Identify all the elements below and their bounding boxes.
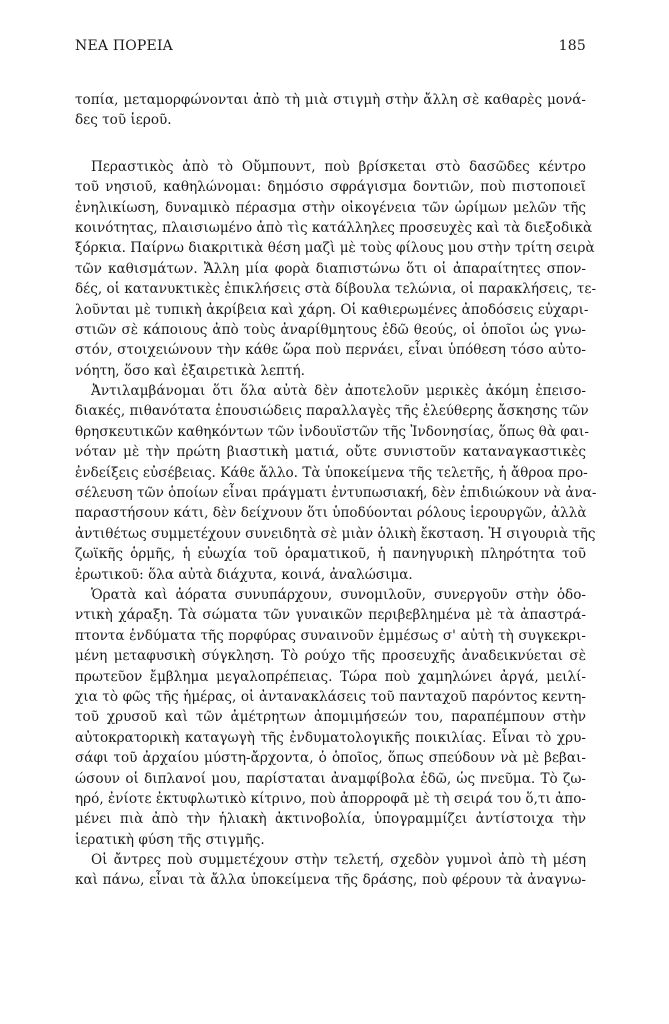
text-line: μένη μεταφυσικὴ σύγκληση. Τὸ ρούχο τῆς προσευχῆς ἀναδεικνύεται σὲ [75, 648, 586, 665]
text-line: λοῦνται μὲ τυπικὴ ἀκρίβεια καὶ χάρη. Οἱ καθιερωμένες ἀποδόσεις εὐχαρι- [75, 301, 589, 318]
text-line: Ἀντιλαμβάνομαι ὅτι ὅλα αὐτὰ δὲν ἀποτελοῦν μερικὲς ἀκόμη ἐπεισο- [91, 383, 586, 400]
text-line: κοινότητας, πλαισιωμένο ἀπὸ τὶς κατάλληλες προσευχὲς καὶ τὰ διεξοδικὰ [75, 219, 593, 236]
paragraph-gap [75, 131, 586, 157]
text-line: δές, οἱ κατανυκτικὲς ἐπικλήσεις στὰ δίβουλα τελώνια, οἱ παρακλήσεις, τε- [75, 281, 597, 298]
text-line: νόταν μὲ τὴν πρώτη βιαστικὴ ματιά, οὔτε συνιστοῦν καταναγκαστικὲς [75, 444, 586, 461]
text-line: Οἱ ἄντρες ποὺ συμμετέχουν στὴν τελετή, σχεδὸν γυμνοὶ ἀπὸ τὴ μέση [91, 852, 586, 869]
text-line: τοῦ χρυσοῦ καὶ τῶν ἀμέτρητων ἀπομιμήσεών του, παραπέμπουν στὴν [75, 709, 586, 726]
text-line: πρωτεῦον ἔμβλημα μεγαλοπρέπειας. Τώρα ποὺ χαμηλώνει ἀργά, μειλί- [75, 668, 586, 685]
paragraph [75, 157, 597, 381]
running-title: ΝΕΑ ΠΟΡΕΙΑ [75, 38, 173, 54]
text-line: σέλευση τῶν ὁποίων εἶναι πράγματι ἐντυπωσιακή, δὲν ἐπιδιώκουν νὰ ἀνα- [75, 485, 597, 502]
text-line: ἐνδείξεις εὐσέβειας. Κάθε ἄλλο. Τὰ ὑποκείμενα τῆς τελετῆς, ἡ ἄθροα προ- [75, 464, 588, 481]
text-line: ἐνηλικίωση, δυναμικὸ πέρασμα στὴν οἰκογένεια τῶν ὡρίμων μελῶν τῆς [75, 199, 586, 216]
text-line: ζωϊκῆς ὁρμῆς, ἡ εὐωχία τοῦ ὁραματικοῦ, ἡ πανηγυρικὴ πληρότητα τοῦ [75, 546, 586, 563]
text-line: θρησκευτικῶν καθηκόντων τῶν ἰνδουϊστῶν τῆς Ἰνδονησίας, ὅπως θὰ φαι- [75, 423, 589, 440]
text-line: στιῶν σὲ κάποιους ἀπὸ τοὺς ἀναρίθμητους ἐδῶ θεούς, οἱ ὁποῖοι ὡς γνω- [75, 321, 586, 338]
text-line: ξόρκια. Παίρνω διακριτικὰ θέση μαζὶ μὲ τοὺς φίλους μου στὴν τρίτη σειρὰ [75, 240, 595, 257]
text-line: τοῦ νησιοῦ, καθηλώνομαι: δημόσιο σφράγισμα δοντιῶν, ποὺ πιστοποιεῖ [75, 179, 586, 196]
text-line: αὐτοκρατορικὴ καταγωγὴ τῆς ἐνδυματολογικῆς ποικιλίας. Εἶναι τὸ χρυ- [75, 729, 586, 746]
text-line: παραστήσουν κάτι, δὲν δείχνουν ὅτι ὑποδύονται ρόλους ἱερουργῶν, ἀλλὰ [75, 505, 587, 522]
text-line: χια τὸ φῶς τῆς ἡμέρας, οἱ ἀντανακλάσεις τοῦ πανταχοῦ παρόντος κεντη- [75, 688, 586, 705]
text-line: ηρό, ἐνίοτε ἐκτυφλωτικὸ κίτρινο, ποὺ ἀπορροφᾶ μὲ τὴ σειρά του ὅ,τι ἀπο- [75, 790, 586, 807]
text-line: Περαστικὸς ἀπὸ τὸ Οὔμπουντ, ποὺ βρίσκεται στὸ δασῶδες κέντρο [91, 158, 586, 175]
text-line: ἀντιθέτως συμμετέχουν συνειδητὰ σὲ μιὰν ὁλικὴ ἔκσταση. Ἡ σιγουριὰ τῆς [75, 525, 596, 542]
body-text [75, 90, 597, 891]
text-line: ώσουν οἱ διπλανοί μου, παρίσταται ἀναμφίβολα ἐδῶ, ὡς πνεῦμα. Τὸ ζω- [75, 770, 586, 787]
text-line: καὶ πάνω, εἶναι τὰ ἄλλα ὑποκείμενα τῆς δράσης, ποὺ φέρουν τὰ ἀναγνω- [75, 872, 586, 889]
paragraph [75, 585, 586, 850]
text-line: ἱερατικὴ φύση τῆς στιγμῆς. [75, 831, 265, 848]
page-number: 185 [558, 38, 586, 54]
text-line: διακές, πιθανότατα ἐπουσιώδεις παραλλαγὲς τῆς ἐλεύθερης ἄσκησης τῶν [75, 403, 589, 420]
text-line: σάφι τοῦ ἀρχαίου μύστη-ἄρχοντα, ὁ ὁποῖος, ὅπως σπεύδουν νὰ μὲ βεβαι- [75, 750, 586, 767]
text-line: νόητη, ὅσο καὶ ἐξαιρετικὰ λεπτή. [75, 362, 305, 379]
paragraph [75, 381, 597, 585]
paragraph [75, 90, 586, 131]
text-line: ντικὴ χάραξη. Τὰ σώματα τῶν γυναικῶν περιβεβλημένα μὲ τὰ ἀπαστρά- [75, 607, 586, 624]
text-line: πτοντα ἐνδύματα τῆς πορφύρας συναινοῦν ἐμμέσως σ' αὐτὴ τὴ συγκεκρι- [75, 627, 586, 644]
text-line: τοπία, μεταμορφώνονται ἀπὸ τὴ μιὰ στιγμὴ στὴν ἄλλη σὲ καθαρὲς μονά- [75, 92, 586, 108]
text-line: τῶν καθισμάτων. Ἄλλη μία φορὰ διαπιστώνω ὅτι οἱ ἀπαραίτητες σπον- [75, 260, 586, 277]
text-line: Ὁρατὰ καὶ ἀόρατα συνυπάρχουν, συνομιλοῦν, συνεργοῦν στὴν ὁδο- [91, 586, 586, 603]
text-line: στόν, στοιχειώνουν τὴν κάθε ὥρα ποὺ περνάει, εἶναι ὑπόθεση τόσο αὐτο- [75, 342, 586, 359]
text-line: ἐρωτικοῦ: ὅλα αὐτὰ διάχυτα, κοινά, ἀναλώσιμα. [75, 566, 413, 583]
paragraph [75, 850, 586, 891]
text-line: δες τοῦ ἱεροῦ. [75, 112, 172, 129]
text-line: μένει πιὰ ἀπὸ τὴν ἡλιακὴ ἀκτινοβολία, ὑπογραμμίζει ἀντίστοιχα τὴν [75, 811, 586, 828]
running-head [75, 38, 586, 60]
